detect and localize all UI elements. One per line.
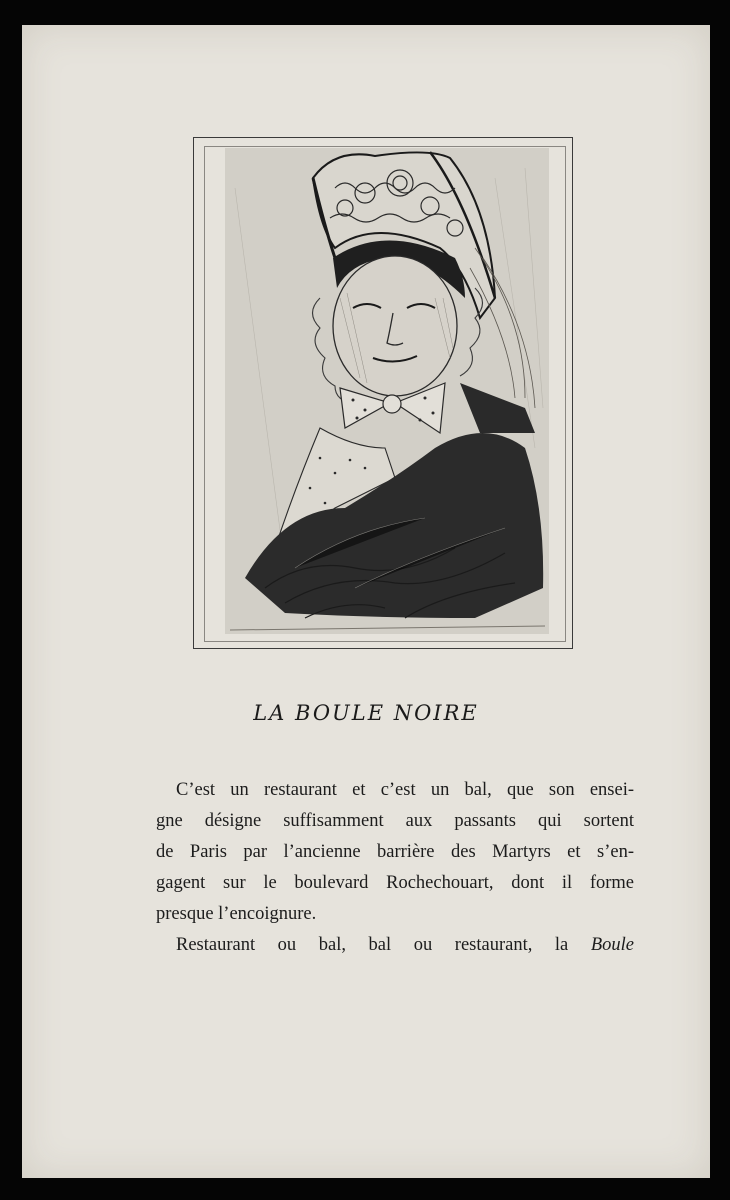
paragraph1-line-3: de Paris par l’ancienne barrière des Martyrs et s’en- <box>156 842 634 862</box>
body-text <box>156 775 634 961</box>
show-through-text <box>142 165 147 196</box>
book-page <box>22 25 710 1178</box>
paragraph2-italic-word: Boule <box>590 935 634 955</box>
paragraph2-text: Restaurant ou bal, bal ou restaurant, la <box>176 935 591 955</box>
paragraph1-line-4: gagent sur le boulevard Rochechouart, dont il forme <box>156 873 634 893</box>
paragraph1-line-1: C’est un restaurant et c’est un bal, que son ensei- <box>176 780 634 800</box>
paragraph2-line-1 <box>156 930 634 961</box>
page-title: LA BOULE NOIRE <box>253 701 479 725</box>
etching-portrait <box>225 148 549 634</box>
paragraph1-line-5: presque l’encoignure. <box>156 904 317 924</box>
paragraph1-line-2: gne désigne suffisamment aux passants qui sortent <box>156 811 634 831</box>
